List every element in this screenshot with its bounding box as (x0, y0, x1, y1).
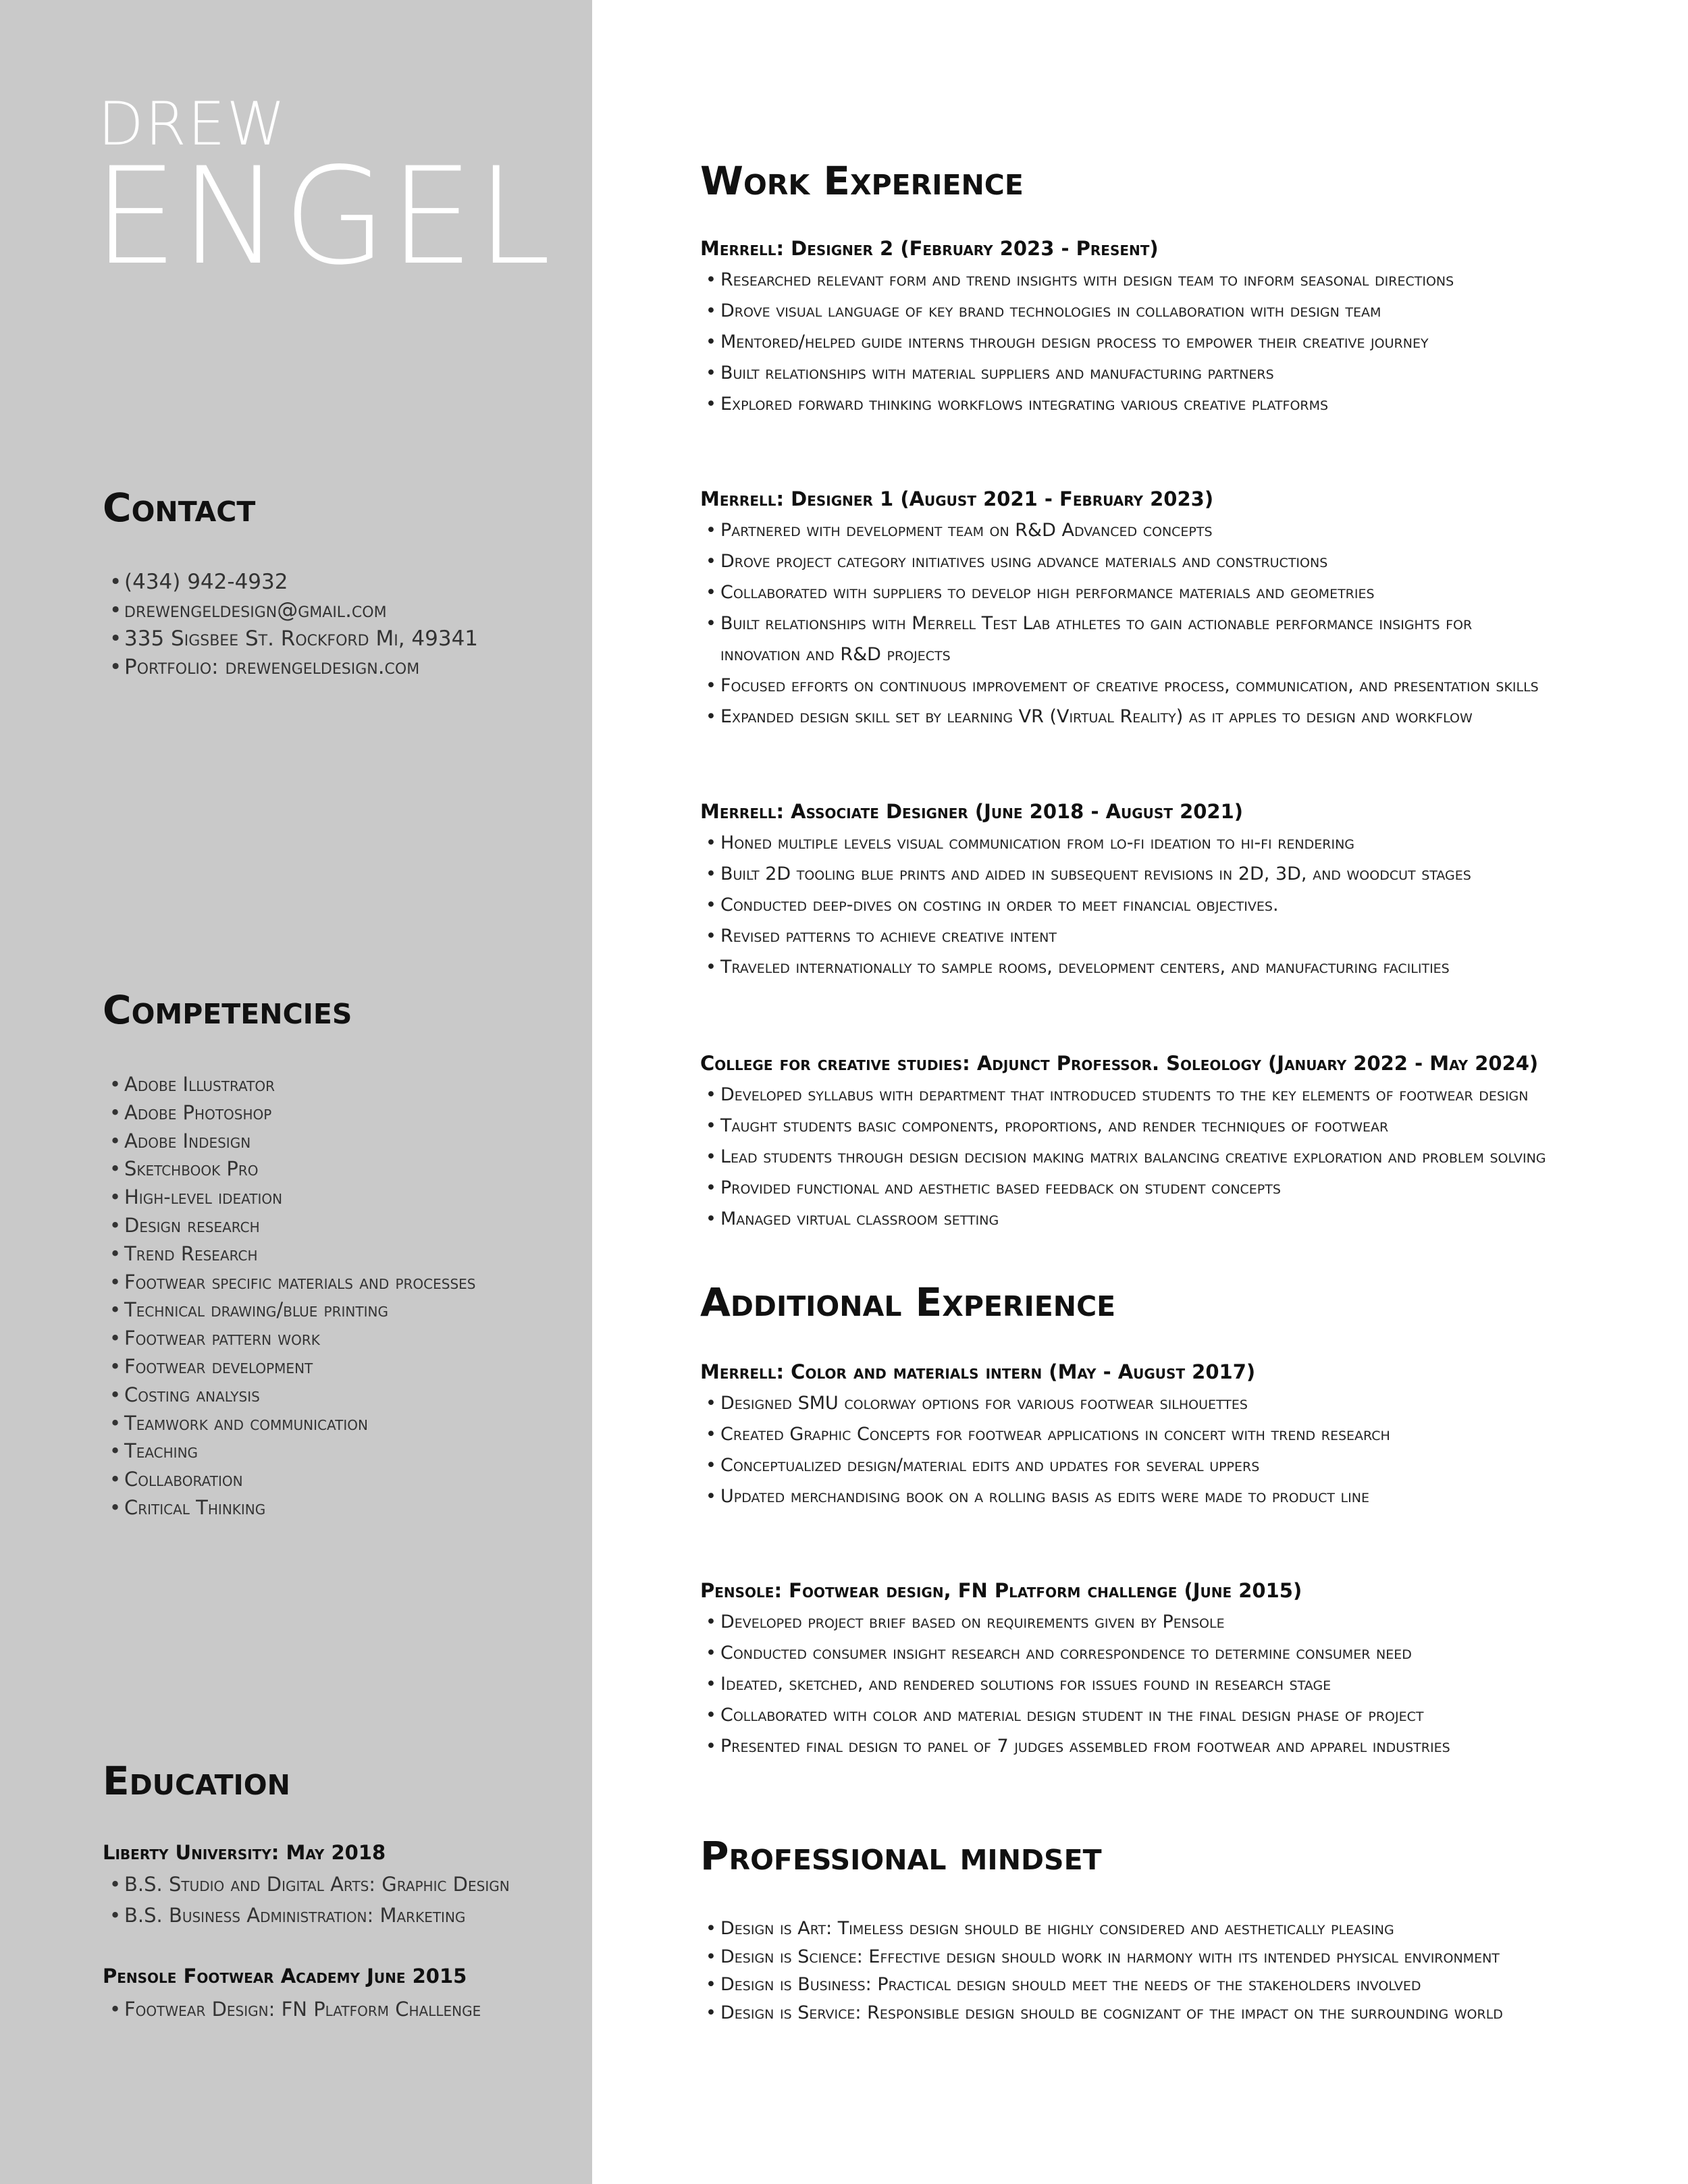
competency-item: • Technical drawing/blue printing (109, 1296, 476, 1325)
contact-heading: Contact (103, 485, 256, 531)
contact-phone[interactable]: • (434) 942-4932 (109, 568, 478, 596)
competency-item: • Design research (109, 1212, 476, 1240)
job-title: Merrell: Color and materials intern (May - August 2017) (700, 1360, 1256, 1383)
job-bullet: • Drove visual language of key brand technologies in collaboration with design team (706, 296, 1454, 327)
education-item: • B.S. Business Administration: Marketing (109, 1900, 510, 1931)
job-bullet-continuation: innovation and R&D projects (720, 644, 951, 665)
competency-item: • Adobe Photoshop (109, 1099, 476, 1127)
job-bullet: • Mentored/helped guide interns through design process to empower their creative journey (706, 327, 1454, 358)
job-bullet: • Conceptualized design/material edits and updates for several uppers (706, 1450, 1390, 1481)
competency-item: • Footwear specific materials and processes (109, 1269, 476, 1297)
job-bullet: • Conducted consumer insight research and correspondence to determine consumer need (706, 1638, 1450, 1669)
job-bullet: • Researched relevant form and trend insights with design team to inform seasonal directions (706, 265, 1454, 296)
job-bullet: • Ideated, sketched, and rendered solutions for issues found in research stage (706, 1669, 1450, 1700)
mindset-list (706, 1915, 1503, 2027)
competencies-list (109, 1071, 476, 1522)
competency-item: • Trend Research (109, 1240, 476, 1269)
contact-portfolio[interactable]: • Portfolio: drewengeldesign.com (109, 653, 478, 681)
job-bullet: • Built 2D tooling blue prints and aided in subsequent revisions in 2D, 3D, and woodcut stages (706, 859, 1471, 890)
competency-item: • Footwear development (109, 1353, 476, 1381)
mindset-heading: Professional mindset (700, 1833, 1102, 1879)
job-bullet: • Focused efforts on continuous improvement of creative process, communication, and presentation skills (706, 670, 1539, 701)
education-title: Liberty University: May 2018 (103, 1841, 386, 1864)
job-bullet: • Developed syllabus with department that introduced students to the key elements of footwear design (706, 1080, 1546, 1111)
job-bullet: • Built relationships with Merrell Test Lab athletes to gain actionable performance insights for (706, 608, 1539, 639)
job-bullet: • Explored forward thinking workflows integrating various creative platforms (706, 389, 1454, 420)
mindset-item: • Design is Science: Effective design should work in harmony with its intended physical environment (706, 1943, 1503, 1971)
job-bullet: • Provided functional and aesthetic based feedback on student concepts (706, 1173, 1546, 1204)
contact-address: • 335 Sigsbee St. Rockford Mi, 49341 (109, 624, 478, 653)
competency-item: • Sketchbook Pro (109, 1155, 476, 1183)
job-bullet: • Partnered with development team on R&D Advanced concepts (706, 515, 1539, 546)
name-first: DREW (98, 89, 287, 159)
work-heading: Work Experience (700, 158, 1024, 204)
competency-item: • Adobe Indesign (109, 1127, 476, 1156)
competency-item: • Collaboration (109, 1466, 476, 1494)
job-bullet: • Collaborated with suppliers to develop high performance materials and geometries (706, 577, 1539, 608)
job-bullet: • Conducted deep-dives on costing in order to meet financial objectives. (706, 890, 1471, 921)
job-bullets (706, 1388, 1390, 1512)
job-bullet: • Updated merchandising book on a rolling basis as edits were made to product line (706, 1481, 1390, 1512)
education-list (109, 1869, 510, 1931)
job-bullets (706, 1080, 1546, 1235)
job-bullet: • Created Graphic Concepts for footwear applications in concert with trend research (706, 1419, 1390, 1450)
job-bullet: • Traveled internationally to sample rooms, development centers, and manufacturing facilities (706, 952, 1471, 983)
contact-email[interactable]: • drewengeldesign@gmail.com (109, 596, 478, 624)
education-heading: Education (103, 1758, 290, 1804)
job-bullets (706, 515, 1539, 733)
mindset-item: • Design is Art: Timeless design should be highly considered and aesthetically pleasing (706, 1915, 1503, 1943)
education-item: • Footwear Design: FN Platform Challenge (109, 1994, 481, 2025)
job-title: Merrell: Designer 1 (August 2021 - February 2023) (700, 487, 1214, 510)
job-bullet: • Revised patterns to achieve creative intent (706, 921, 1471, 952)
job-title: Merrell: Designer 2 (February 2023 - Present) (700, 237, 1159, 260)
job-bullet: • Lead students through design decision making matrix balancing creative exploration and problem solving (706, 1142, 1546, 1173)
job-bullet: • Developed project brief based on requirements given by Pensole (706, 1607, 1450, 1638)
main-content (592, 0, 1688, 2184)
job-title: Merrell: Associate Designer (June 2018 - August 2021) (700, 800, 1244, 823)
competency-item: • Critical Thinking (109, 1494, 476, 1522)
job-title: College for creative studies: Adjunct Professor. Soleology (January 2022 - May 2024) (700, 1052, 1539, 1075)
name-last: ENGEL (93, 138, 554, 294)
job-bullet: • Managed virtual classroom setting (706, 1204, 1546, 1235)
job-bullets (706, 265, 1454, 420)
job-bullets (706, 1607, 1450, 1762)
job-bullet: • Built relationships with material suppliers and manufacturing partners (706, 358, 1454, 389)
job-bullet: • Expanded design skill set by learning VR (Virtual Reality) as it apples to design and workflow (706, 701, 1539, 733)
job-bullets (706, 828, 1471, 983)
contact-list (109, 568, 478, 681)
job-bullet: • Presented final design to panel of 7 judges assembled from footwear and apparel industries (706, 1731, 1450, 1762)
mindset-item: • Design is Service: Responsible design should be cognizant of the impact on the surrounding world (706, 1999, 1503, 2027)
competency-item: • Teaching (109, 1437, 476, 1466)
job-bullet: • Taught students basic components, proportions, and render techniques of footwear (706, 1111, 1546, 1142)
job-bullet: • Drove project category initiatives using advance materials and constructions (706, 546, 1539, 577)
additional-heading: Additional Experience (700, 1279, 1116, 1325)
competency-item: • Adobe Illustrator (109, 1071, 476, 1099)
competency-item: • Footwear pattern work (109, 1325, 476, 1353)
education-title: Pensole Footwear Academy June 2015 (103, 1965, 467, 1988)
competency-item: • Teamwork and communication (109, 1410, 476, 1438)
job-bullet: • Designed SMU colorway options for various footwear silhouettes (706, 1388, 1390, 1419)
job-bullet: • Honed multiple levels visual communication from lo-fi ideation to hi-fi rendering (706, 828, 1471, 859)
competency-item: • Costing analysis (109, 1381, 476, 1410)
job-bullet: • Collaborated with color and material design student in the final design phase of project (706, 1700, 1450, 1731)
competencies-heading: Competencies (103, 987, 352, 1033)
job-title: Pensole: Footwear design, FN Platform challenge (June 2015) (700, 1579, 1302, 1602)
education-list (109, 1994, 481, 2025)
education-item: • B.S. Studio and Digital Arts: Graphic Design (109, 1869, 510, 1900)
competency-item: • High-level ideation (109, 1183, 476, 1212)
sidebar (0, 0, 592, 2184)
mindset-item: • Design is Business: Practical design should meet the needs of the stakeholders involved (706, 1971, 1503, 1999)
